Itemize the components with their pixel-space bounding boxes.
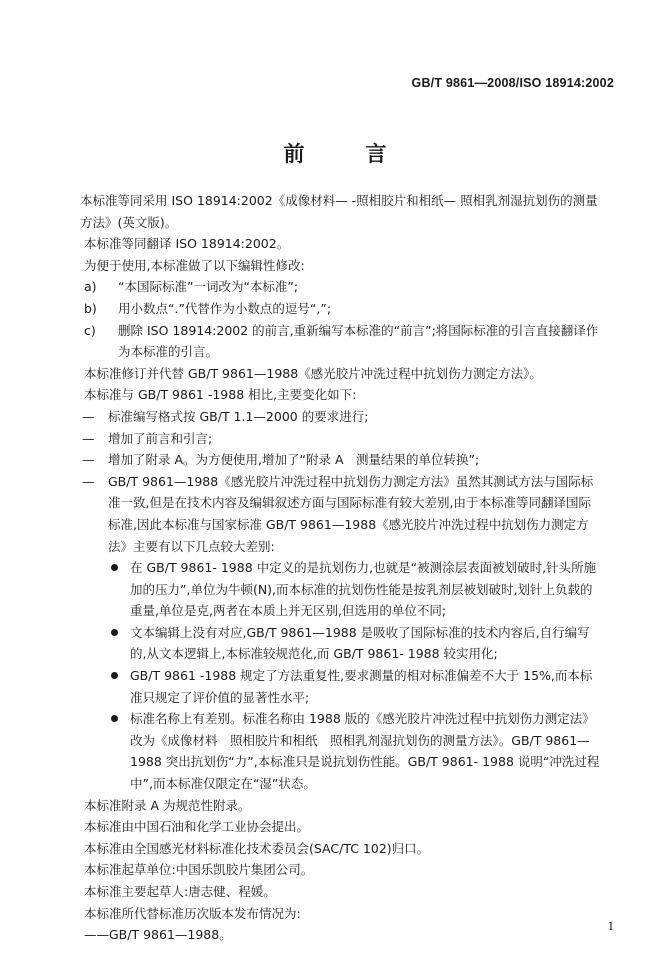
para-proposer: 本标准由中国石油和化学工业协会提出。: [84, 819, 310, 835]
para-history-intro: 本标准所代替标准历次版本发布情况为:: [84, 905, 301, 921]
difference-text: 在 GB/T 9861- 1988 中定义的是抗划伤力,也就是“被测涂层表面被划破时,针头所施加的压力”,单位为牛顿(N),而本标准的抗划伤性能是按乳剂层被划破时,划针上负载的重量,单位是克,两者在本质上并无区别,但选用的单位不同;: [130, 560, 597, 619]
para-drafting-unit: 本标准起草单位:中国乐凯胶片集团公司。: [84, 862, 314, 878]
change-item-3: [82, 449, 600, 471]
difference-text: 标准名称上有差别。标准名称由 1988 版的《感光胶片冲洗过程中抗划伤力测定法》改为《成像材料 照相胶片和相纸 照相乳剂湿抗划伤的测量方法》。GB/T 9861—1988 突出抗划伤“力”,本标准只是说抗划伤性能。GB/T 9861- 1988 说明“冲洗过程中”,而本标准仅限定在“湿”状态。: [130, 711, 600, 792]
dash-text: 标准编写格式按 GB/T 1.1—2000 的要求进行;: [108, 408, 369, 424]
difference-text: GB/T 9861 -1988 规定了方法重复性,要求测量的相对标准偏差不大于 15%,而本标准只规定了评价值的显著性水平;: [130, 668, 593, 705]
para-translation: 本标准等同翻译 ISO 18914:2002。: [84, 236, 290, 252]
foreword-body: [80, 190, 600, 946]
dash-text: GB/T 9861—1988《感光胶片冲洗过程中抗划伤力测定方法》虽然其测试方法与国际标准一致,但是在技术内容及编辑叙述方面与国际标准有较大差别,由于本标准等同翻译国际标准,因此本标准与国家标准 GB/T 9861—1988《感光胶片冲洗过程中抗划伤力测定方法》主要有以下几点较大差别:: [108, 473, 594, 554]
bullet-icon: [108, 665, 130, 708]
dash-marker: —: [82, 408, 95, 424]
dash-marker: —: [82, 430, 95, 446]
item-text: 删除 ISO 18914:2002 的前言,重新编写本标准的“前言”;将国际标准的引言直接翻译作为本标准的引言。: [118, 322, 599, 360]
item-marker: b): [84, 300, 97, 316]
para-edits-intro: 为便于使用,本标准做了以下编辑性修改:: [84, 257, 305, 273]
edit-item-b: [84, 298, 600, 320]
item-marker: a): [84, 279, 97, 295]
dash-marker: —: [82, 473, 95, 489]
change-item-1: [82, 406, 600, 428]
bullet-icon: [108, 557, 130, 622]
difference-item: [108, 665, 600, 708]
difference-text: 文本编辑上没有对应,GB/T 9861—1988 是吸收了国际标准的技术内容后,自行编写的,从文本逻辑上,本标准较规范化,而 GB/T 9861- 1988 较实用化;: [130, 624, 590, 662]
dash-text: 增加了附录 A。为方便使用,增加了“附录 A 测量结果的单位转换”;: [108, 452, 480, 468]
item-text: “本国际标准”一词改为“本标准”;: [118, 279, 299, 295]
para-drafters: 本标准主要起草人:唐志健、程媛。: [84, 884, 276, 899]
para-changes-intro: 本标准与 GB/T 9861 -1988 相比,主要变化如下:: [84, 387, 357, 403]
item-text: 用小数点“.”代替作为小数点的逗号“,”;: [118, 300, 332, 316]
difference-list: [108, 557, 600, 795]
para-committee: 本标准由全国感光材料标准化技术委员会(SAC/TC 102)归口。: [84, 840, 430, 856]
change-item-2: [82, 428, 600, 450]
para-adoption: 本标准等同采用 ISO 18914:2002《成像材料— -照相胶片和相纸— 照相乳剂湿抗划伤的测量方法》(英文版)。: [80, 193, 598, 230]
item-marker: c): [84, 322, 96, 338]
para-annex: 本标准附录 A 为规范性附录。: [84, 797, 251, 813]
standard-code: GB/T 9861—2008/ISO 18914:2002: [411, 76, 614, 90]
para-supersedes: 本标准修订并代替 GB/T 9861—1988《感光胶片冲洗过程中抗划伤力测定方法》。: [84, 365, 542, 381]
page-number: 1: [607, 918, 614, 933]
page-title: 前 言: [283, 142, 407, 166]
edit-item-a: [84, 276, 600, 298]
difference-item: [108, 708, 600, 794]
difference-item: [108, 622, 600, 665]
edit-item-c: [84, 320, 600, 363]
change-item-4: [82, 471, 600, 557]
para-history-item: ——GB/T 9861—1988。: [84, 927, 232, 943]
dash-text: 增加了前言和引言;: [108, 430, 213, 446]
bullet-icon: [108, 622, 130, 665]
difference-item: [108, 557, 600, 622]
dash-marker: —: [82, 452, 95, 468]
bullet-icon: [108, 708, 130, 794]
